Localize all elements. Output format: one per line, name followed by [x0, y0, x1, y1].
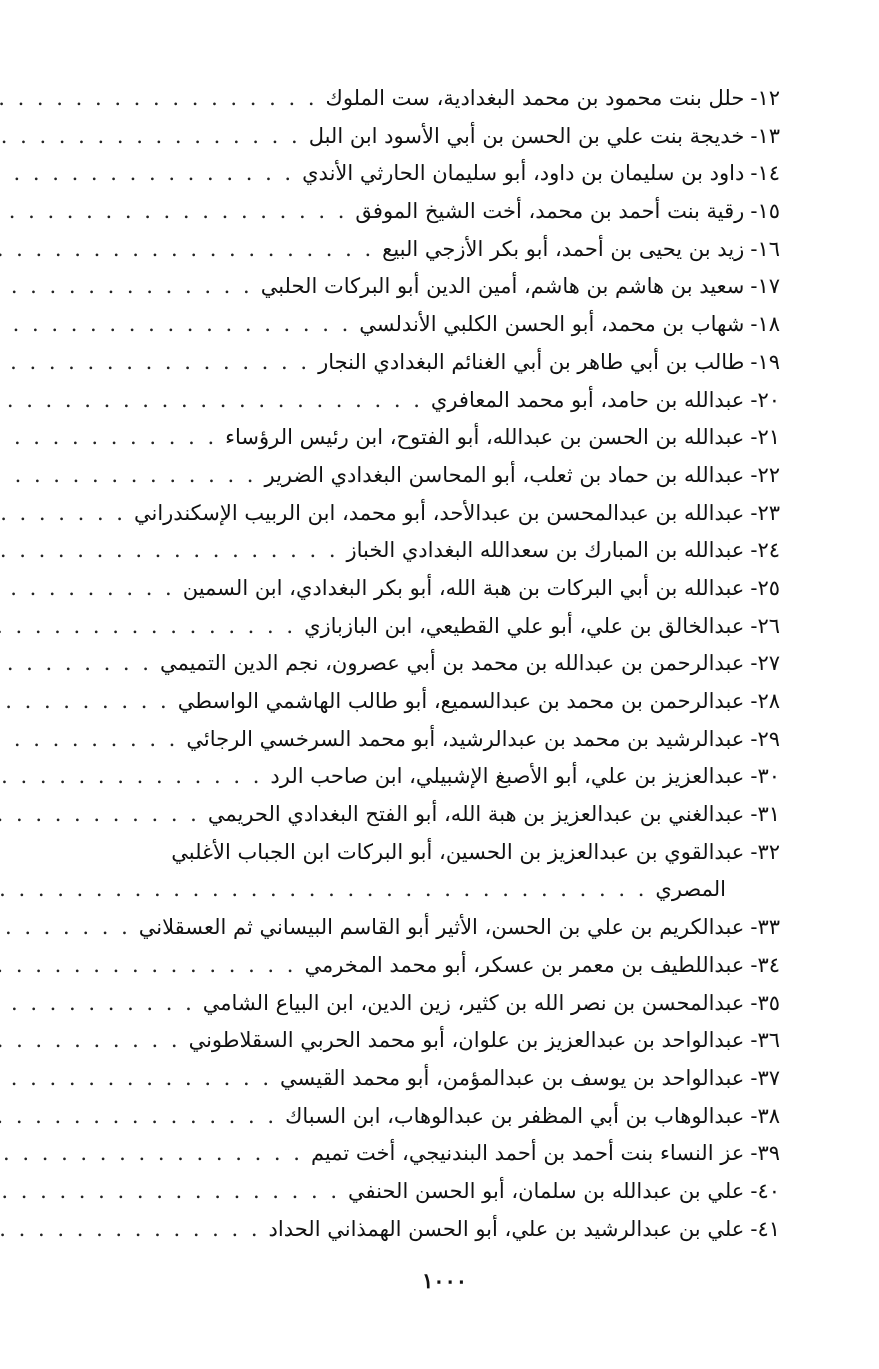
entry-title: داود بن سليمان بن داود، أبو سليمان الحارثي الأندي [302, 161, 745, 186]
toc-entry [38, 834, 780, 872]
dot-leader [0, 80, 318, 118]
entry-title: خديجة بنت علي بن الحسن بن أبي الأسود ابن البل [308, 123, 745, 148]
entry-title: زيد بن يحيى بن أحمد، أبو بكر الأزجي البيع [382, 236, 745, 261]
entry-number: ٢٦- [750, 613, 780, 638]
entry-number: ٣٩- [750, 1141, 780, 1166]
toc-entry [38, 721, 780, 759]
entry-title-continuation: المصري [655, 877, 726, 902]
entry-number: ٢٢- [750, 462, 780, 487]
entry-number: ٢١- [750, 425, 780, 450]
entry-number: ٣٣- [750, 915, 780, 940]
entry-number: ١٧- [750, 274, 780, 299]
dot-leader [0, 909, 131, 947]
toc-entry [38, 1098, 780, 1136]
dot-leader [0, 495, 126, 533]
entry-number: ٢٣- [750, 500, 780, 525]
dot-leader [0, 457, 256, 495]
entry-number: ٣٠- [750, 764, 780, 789]
entry-number: ١٢- [750, 86, 780, 110]
entry-number: ١٥- [750, 199, 780, 224]
entry-title: سعيد بن هاشم بن هاشم، أمين الدين أبو البركات الحلبي [260, 274, 745, 299]
toc-entry [38, 155, 780, 193]
dot-leader [0, 721, 178, 759]
entry-title: عبدالله بن الحسن بن عبدالله، أبو الفتوح، ابن رئيس الرؤساء [225, 425, 745, 450]
toc-entry [38, 306, 780, 344]
entry-number: ٢٤- [750, 538, 780, 563]
entry-number: ٢٥- [750, 575, 780, 600]
entry-title: عبداللطيف بن معمر بن عسكر، أبو محمد المخرمي [304, 952, 745, 977]
entry-number: ٣٨- [750, 1103, 780, 1128]
toc-entry [38, 344, 780, 382]
dot-leader [0, 985, 195, 1023]
toc-entry [38, 118, 780, 156]
dot-leader [0, 871, 647, 909]
dot-leader [0, 532, 339, 570]
entry-number: ٣٢- [750, 839, 780, 864]
dot-leader [0, 947, 296, 985]
toc-entry [38, 193, 780, 231]
entry-number: ٣٧- [750, 1065, 780, 1090]
dot-leader [0, 268, 253, 306]
entry-title: علي بن عبدالله بن سلمان، أبو الحسن الحنفي [348, 1178, 745, 1203]
toc-entry [38, 796, 780, 834]
toc-entry [38, 1211, 780, 1249]
dot-leader [0, 231, 374, 269]
dot-leader [0, 155, 294, 193]
toc-entry [38, 608, 780, 646]
entry-title: حلل بنت محمود بن محمد البغدادية، ست الملوك [325, 86, 745, 110]
dot-leader [0, 1135, 303, 1173]
dot-leader [0, 645, 152, 683]
toc-entry [38, 1173, 780, 1211]
dot-leader [0, 570, 175, 608]
entry-title: عبدالمحسن بن نصر الله بن كثير، زين الدين، ابن البياع الشامي [202, 990, 745, 1015]
toc-entry [38, 382, 780, 420]
toc-entry [38, 909, 780, 947]
dot-leader [0, 118, 301, 156]
entry-title: عبدالله بن المبارك بن سعدالله البغدادي الخباز [346, 538, 745, 563]
toc-entry [38, 231, 780, 269]
entry-title: طالب بن أبي طاهر بن أبي الغنائم البغدادي النجار [318, 349, 745, 374]
toc-entry [38, 268, 780, 306]
toc-entry [38, 683, 780, 721]
entry-number: ٣١- [750, 802, 780, 827]
entry-title: علي بن عبدالرشيد بن علي، أبو الحسن الهمذاني الحداد [268, 1216, 745, 1241]
entry-number: ٢٨- [750, 689, 780, 713]
toc-entry [38, 758, 780, 796]
entry-number: ٢٠- [750, 387, 780, 412]
entry-title: عز النساء بنت أحمد بن أحمد البندنيجي، أخت تميم [310, 1141, 745, 1166]
entry-title: عبدالرشيد بن محمد بن عبدالرشيد، أبو محمد السرخسي الرجائي [186, 726, 745, 751]
dot-leader [0, 608, 296, 646]
entry-number: ٣٥- [750, 990, 780, 1015]
toc-entry [38, 419, 780, 457]
dot-leader [0, 306, 351, 344]
toc-entry [38, 645, 780, 683]
dot-leader [0, 344, 310, 382]
entry-title: عبدالرحمن بن عبدالله بن محمد بن أبي عصرون، نجم الدين التميمي [159, 651, 745, 676]
page-number: ١٠٠٠ [421, 1268, 468, 1293]
entry-title: شهاب بن محمد، أبو الحسن الكلبي الأندلسي [359, 312, 745, 337]
entry-title: عبدالكريم بن علي بن الحسن، الأثير أبو القاسم البيساني ثم العسقلاني [138, 915, 745, 940]
toc-entry [38, 1135, 780, 1173]
toc-entry [38, 1022, 780, 1060]
entry-number: ٢٩- [750, 726, 780, 751]
entry-number: ٤١- [750, 1216, 780, 1241]
entry-number: ٣٦- [750, 1028, 780, 1053]
entry-number: ٤٠- [750, 1178, 780, 1203]
dot-leader [0, 419, 217, 457]
entry-number: ١٤- [750, 161, 780, 186]
dot-leader [0, 1173, 340, 1211]
dot-leader [0, 382, 423, 420]
entry-title: عبدالخالق بن علي، أبو علي القطيعي، ابن البازبازي [304, 613, 745, 638]
toc-entry-continuation [38, 871, 780, 909]
dot-leader [0, 1022, 181, 1060]
toc-entry [38, 457, 780, 495]
dot-leader [0, 193, 347, 231]
entry-number: ١٣- [750, 123, 780, 148]
entry-title: عبدالواحد بن عبدالعزيز بن علوان، أبو محمد الحربي السقلاطوني [188, 1028, 745, 1053]
dot-leader [0, 1060, 272, 1098]
entry-title: عبدالله بن أبي البركات بن هبة الله، أبو بكر البغدادي، ابن السمين [182, 575, 745, 600]
table-of-contents [38, 80, 780, 1248]
entry-title: عبدالله بن عبدالمحسن بن عبدالأحد، أبو محمد، ابن الربيب الإسكندراني [133, 500, 745, 525]
toc-entry [38, 495, 780, 533]
entry-title: عبدالعزيز بن علي، أبو الأصبغ الإشبيلي، ابن صاحب الرد [270, 764, 745, 789]
toc-entry [38, 532, 780, 570]
toc-entry [38, 1060, 780, 1098]
entry-title: عبدالقوي بن عبدالعزيز بن الحسين، أبو البركات ابن الجباب الأغلبي [171, 839, 745, 864]
dot-leader [0, 758, 262, 796]
dot-leader [0, 1211, 261, 1249]
toc-entry [38, 947, 780, 985]
entry-number: ٢٧- [750, 651, 780, 676]
dot-leader [0, 796, 200, 834]
entry-number: ١٨- [750, 312, 780, 337]
entry-title: عبدالغني بن عبدالعزيز بن هبة الله، أبو الفتح البغدادي الحريمي [207, 802, 745, 827]
entry-title: عبدالله بن حماد بن ثعلب، أبو المحاسن البغدادي الضرير [264, 462, 745, 487]
dot-leader [0, 683, 170, 721]
entry-title: عبدالرحمن بن محمد بن عبدالسميع، أبو طالب الهاشمي الواسطي [177, 689, 745, 713]
toc-entry [38, 570, 780, 608]
entry-title: عبدالواحد بن يوسف بن عبدالمؤمن، أبو محمد القيسي [280, 1065, 745, 1090]
entry-title: عبدالوهاب بن أبي المظفر بن عبدالوهاب، ابن السباك [285, 1103, 745, 1128]
entry-number: ١٦- [750, 236, 780, 261]
dot-leader [0, 1098, 277, 1136]
toc-entry [38, 80, 780, 118]
toc-entry [38, 985, 780, 1023]
entry-number: ١٩- [750, 349, 780, 374]
entry-title: رقية بنت أحمد بن محمد، أخت الشيخ الموفق [355, 199, 745, 224]
entry-number: ٣٤- [750, 952, 780, 977]
entry-title: عبدالله بن حامد، أبو محمد المعافري [430, 387, 745, 412]
